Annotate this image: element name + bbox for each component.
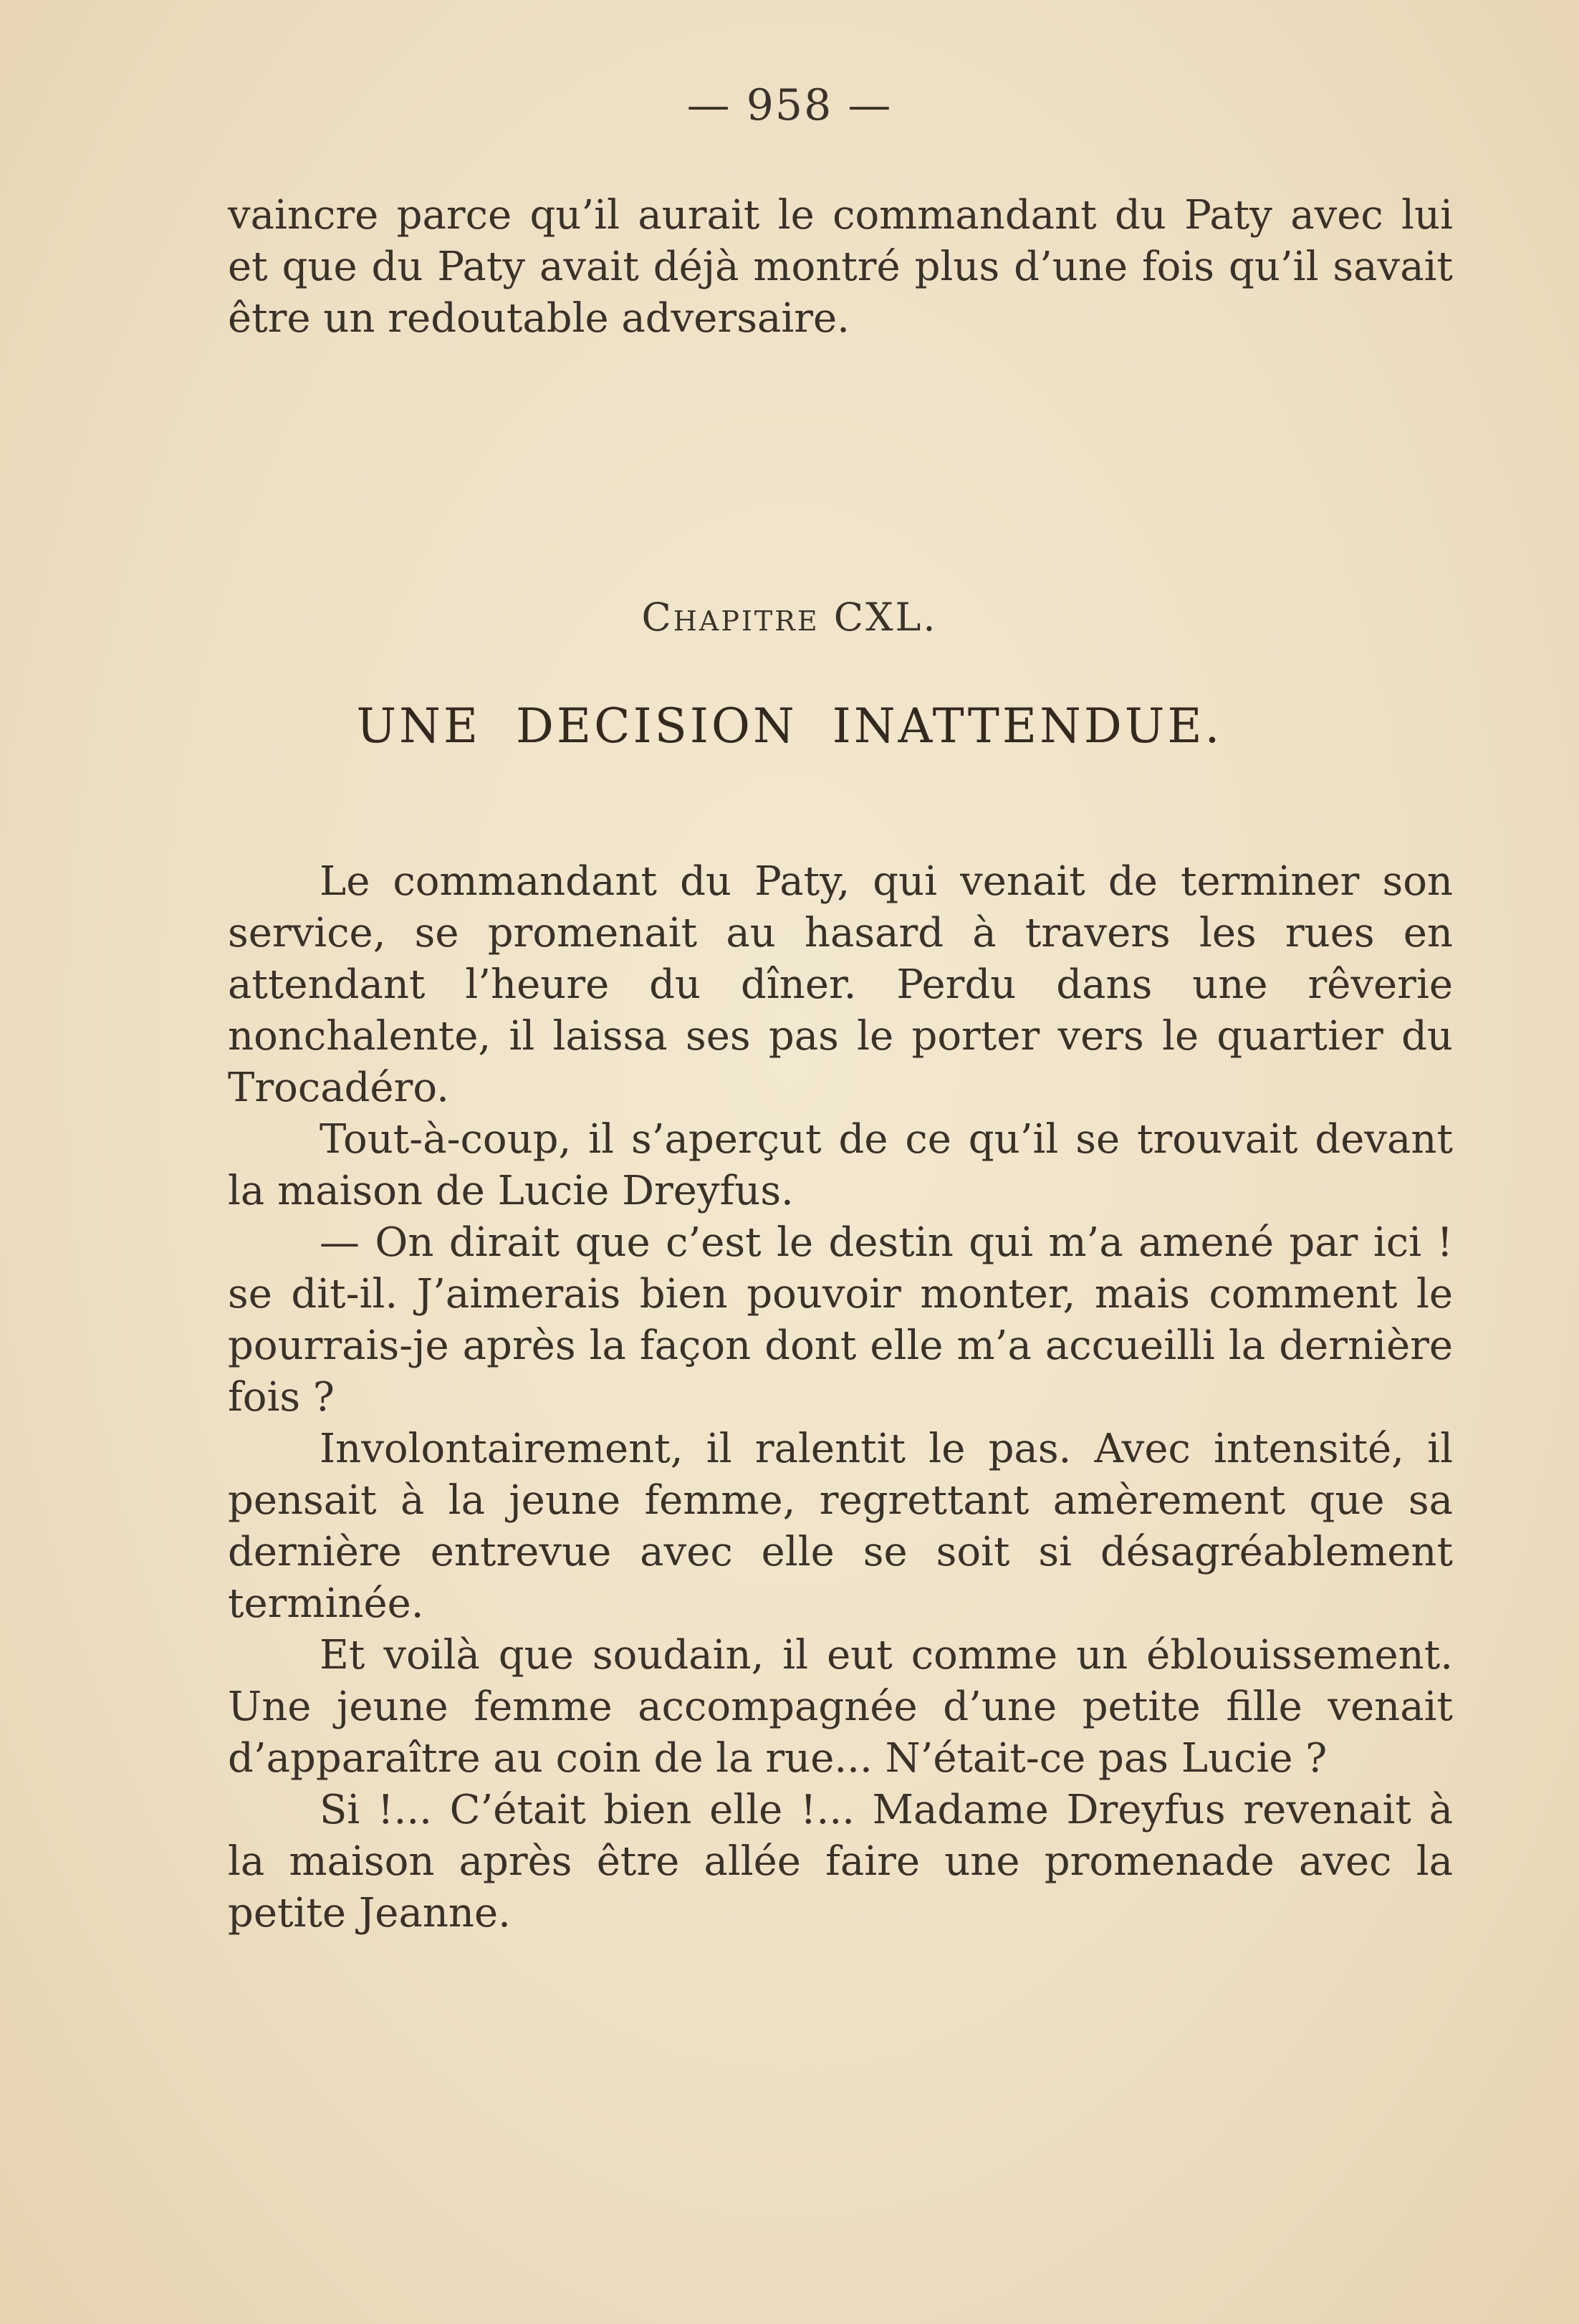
continuation-text [228, 190, 1453, 345]
body-paragraph: — On dirait que c’est le destin qui m’a amené par ici ! se dit-il. J’aimerais bien pouvoir monter, mais comment le pourrais-je après la façon dont elle m’a accueilli la dernière fois ? [228, 1219, 1453, 1421]
chapter-heading: Chapitre CXL. [641, 595, 938, 640]
body-paragraph: Involontairement, il ralentit le pas. Avec intensité, il pensait à la jeune femme, regrettant amèrement que sa dernière entrevue avec elle se soit si désagréablement terminée. [228, 1426, 1453, 1627]
page-number: — 958 — [686, 80, 893, 130]
chapter-body [228, 856, 1453, 1939]
body-paragraph: Si !... C’était bien elle !... Madame Dreyfus revenait à la maison après être allée faire une promenade avec la petite Jeanne. [228, 1787, 1453, 1936]
chapter-title: UNE DECISION INATTENDUE. [356, 698, 1223, 754]
body-paragraph: Tout-à-coup, il s’aperçut de ce qu’il se trouvait devant la maison de Lucie Dreyfus. [228, 1116, 1453, 1214]
body-paragraph: Et voilà que soudain, il eut comme un éblouissement. Une jeune femme accompagnée d’une petite fille venait d’apparaître au coin de la rue... N’était-ce pas Lucie ? [228, 1632, 1453, 1782]
continuation-paragraph: vaincre parce qu’il aurait le commandant du Paty avec lui et que du Paty avait déjà montré plus d’une fois qu’il savait être un redoutable adversaire. [228, 192, 1453, 342]
body-paragraph: Le commandant du Paty, qui venait de terminer son service, se promenait au hasard à travers les rues en attendant l’heure du dîner. Perdu dans une rêverie nonchalente, il laissa ses pas le porter vers le quartier du Trocadéro. [228, 858, 1453, 1111]
